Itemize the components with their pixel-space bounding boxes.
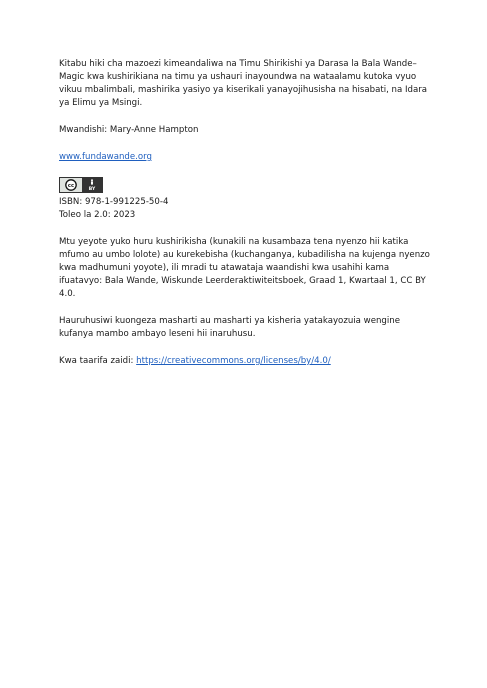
svg-text:cc: cc — [67, 183, 75, 190]
intro-paragraph: Kitabu hiki cha mazoezi kimeandaliwa na Timu Shirikishi ya Darasa la Bala Wande–Magic kwa kushirikiana na timu ya ushauri inayoundwa na wataalamu kutoka vyuo vikuu mbalimbali, mashirika yasiyo ya kiserikali yanayojihusisha na hisabati, na Idara ya Elimu ya Msingi. — [59, 59, 428, 108]
website-link[interactable]: www.fundawande.org — [59, 152, 152, 162]
by-label: BY — [88, 186, 96, 192]
license-link[interactable]: https://creativecommons.org/licenses/by/4.0/ — [136, 356, 331, 366]
license-paragraph: Mtu yeyote yuko huru kushirikisha (kunakili na kusambaza tena nyenzo hii katika mfumo au umbo lolote) au kurekebisha (kuchanganya, kubadilisha na kujenga nyenzo kwa madhumuni yoyote), ili mradi tu atawataja waandishi kwa usahihi kama ifuatavyo: Bala Wande, Wiskunde Leerderaktiwiteitsboek, Graad 1, Kwartaal 1, CC BY 4.0. — [59, 237, 430, 299]
person-icon — [89, 179, 95, 187]
cc-by-badge[interactable] — [59, 177, 103, 193]
website-line — [59, 151, 431, 164]
more-info-line — [59, 355, 431, 368]
cc-icon — [60, 178, 82, 192]
more-info-label: Kwa taarifa zaidi: — [59, 356, 137, 366]
author-line: Mwandishi: Mary-Anne Hampton — [59, 125, 199, 135]
edition-line: Toleo la 2.0: 2023 — [59, 210, 136, 220]
rights-paragraph: Hauruhusiwi kuongeza masharti au masharti ya kisheria yatakayozuia wengine kufanya mambo ambayo leseni hii inaruhusu. — [59, 316, 401, 339]
isbn-line: ISBN: 978-1-991225-50-4 — [59, 197, 169, 207]
by-section — [82, 178, 102, 192]
copyright-page — [59, 58, 431, 368]
